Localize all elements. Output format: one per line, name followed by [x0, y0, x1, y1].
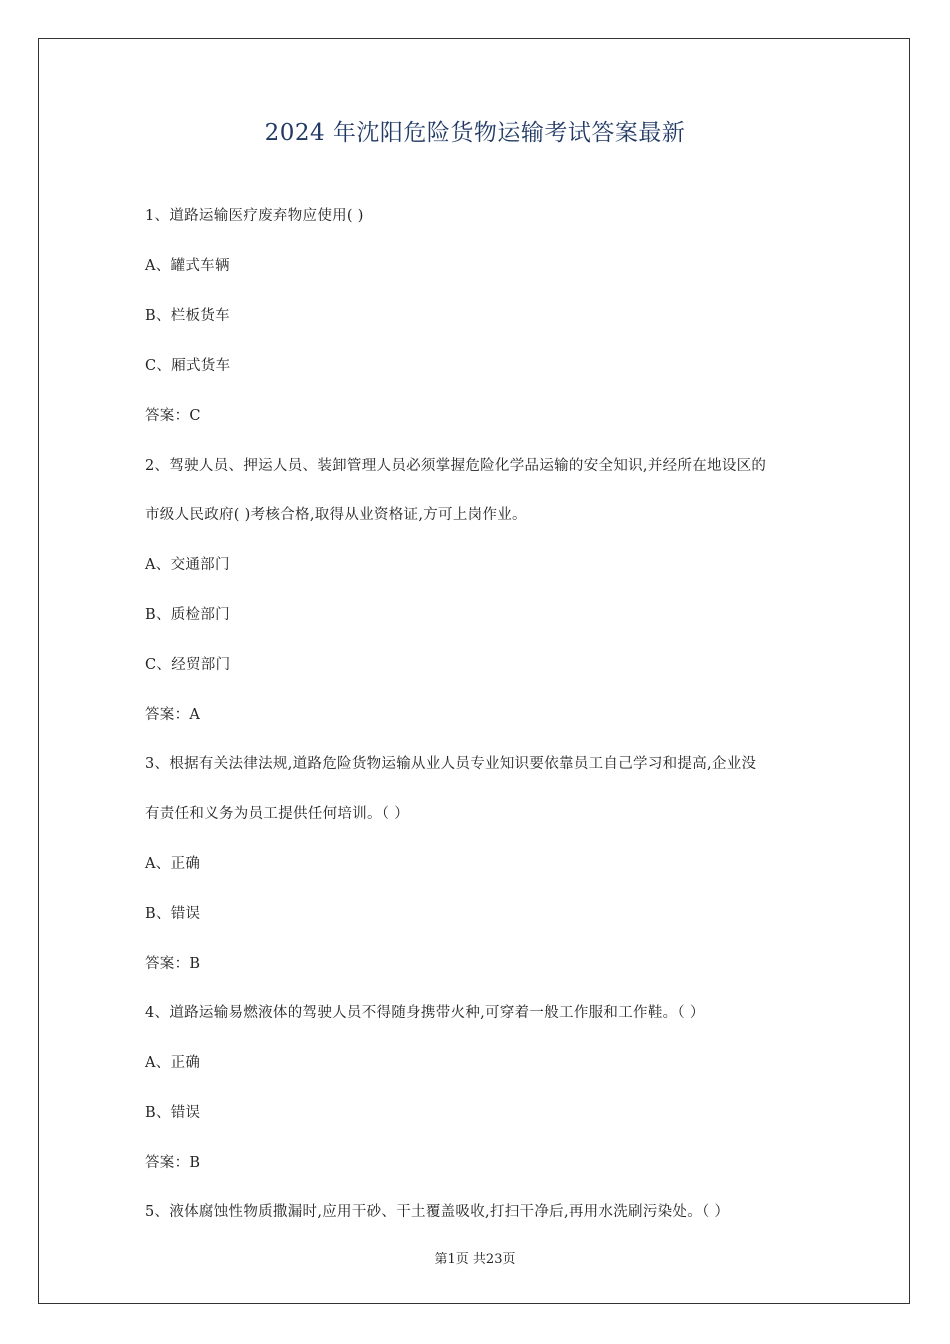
question-3-option-b: B、错误 — [145, 906, 201, 922]
question-3-option-a: A、正确 — [145, 856, 201, 872]
question-2-option-b: B、质检部门 — [145, 607, 230, 623]
question-2-option-c: C、经贸部门 — [145, 657, 231, 673]
question-1-option-b: B、栏板货车 — [145, 308, 230, 324]
question-4-option-a: A、正确 — [145, 1055, 201, 1071]
question-4-answer: 答案：B — [145, 1155, 201, 1171]
document-title: 2024 年沈阳危险货物运输考试答案最新 — [264, 120, 686, 146]
question-4-option-b: B、错误 — [145, 1105, 201, 1121]
question-4-text: 4、道路运输易燃液体的驾驶人员不得随身携带火种,可穿着一般工作服和工作鞋。（ ） — [145, 1005, 705, 1021]
question-1-answer: 答案：C — [145, 408, 201, 424]
question-5-text: 5、液体腐蚀性物质撒漏时,应用干砂、干土覆盖吸收,打扫干净后,再用水洗刷污染处。（ ） — [145, 1204, 730, 1220]
question-1-option-a: A、罐式车辆 — [145, 258, 230, 274]
question-3-text-line1: 3、根据有关法律法规,道路危险货物运输从业人员专业知识要依靠员工自己学习和提高,企业没 — [145, 756, 757, 772]
question-3-text-line2: 有责任和义务为员工提供任何培训。（ ） — [145, 806, 410, 822]
question-1-text: 1、道路运输医疗废弃物应使用( ) — [145, 208, 364, 224]
question-2-text-line1: 2、驾驶人员、押运人员、装卸管理人员必须掌握危险化学品运输的安全知识,并经所在地设区的 — [145, 458, 767, 474]
page-footer: 第1页 共23页 — [434, 1252, 516, 1267]
question-3-answer: 答案：B — [145, 956, 201, 972]
question-1-option-c: C、厢式货车 — [145, 358, 231, 374]
question-2-text-line2: 市级人民政府( )考核合格,取得从业资格证,方可上岗作业。 — [145, 507, 527, 523]
question-2-option-a: A、交通部门 — [145, 557, 230, 573]
question-2-answer: 答案：A — [145, 707, 201, 723]
